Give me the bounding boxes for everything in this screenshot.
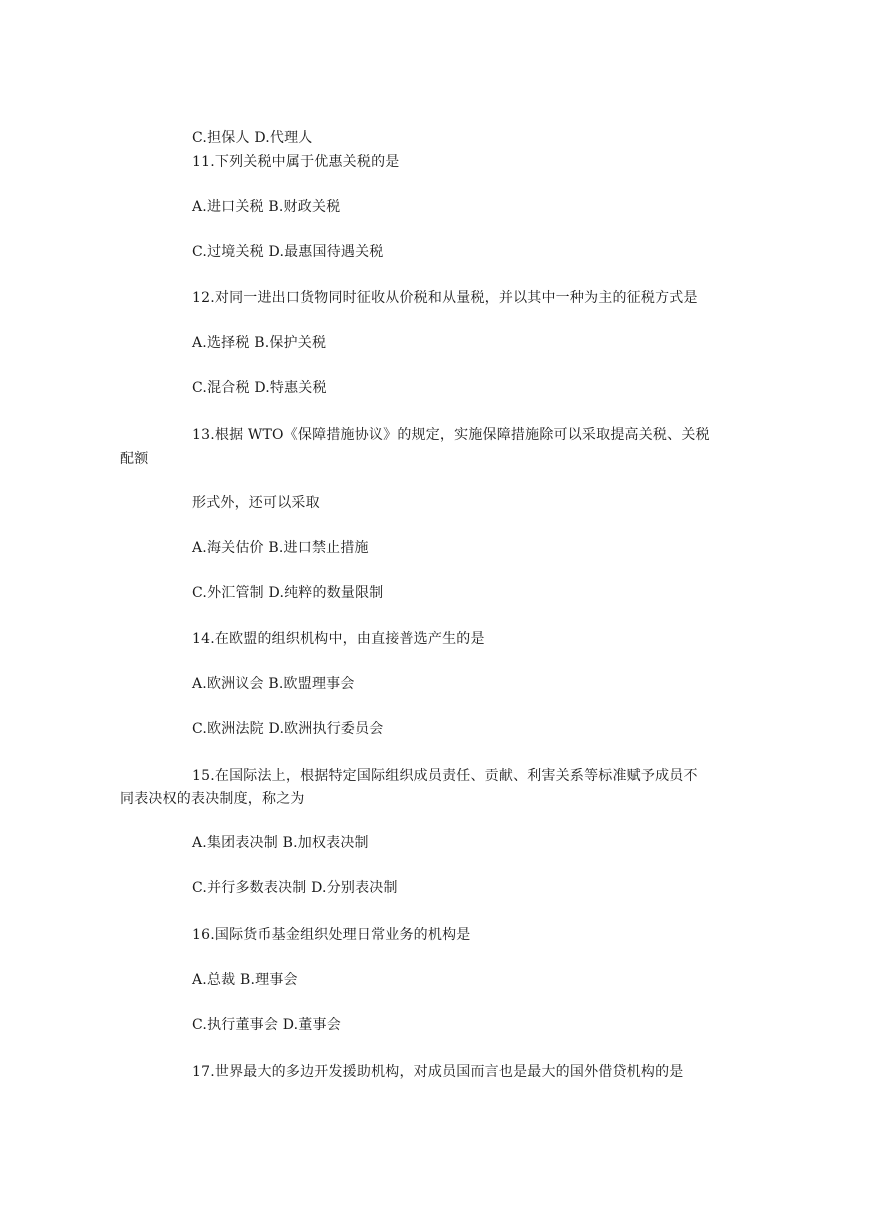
question-13-continued: 形式外，还可以采取 <box>192 495 320 511</box>
option-line-16-ab: A.总裁 B.理事会 <box>192 972 298 988</box>
question-13: 13.根据 WTO《保障措施协议》的规定，实施保障措施除可以采取提高关税、关税 <box>192 427 710 443</box>
option-line-13-cd: C.外汇管制 D.纯粹的数量限制 <box>192 585 384 601</box>
option-line-14-cd: C.欧洲法院 D.欧洲执行委员会 <box>192 721 384 737</box>
question-11: 11.下列关税中属于优惠关税的是 <box>192 154 400 170</box>
question-15: 15.在国际法上，根据特定国际组织成员责任、贡献、利害关系等标准赋予成员不 <box>192 768 698 784</box>
option-line-16-cd: C.执行董事会 D.董事会 <box>192 1017 341 1033</box>
option-line-15-ab: A.集团表决制 B.加权表决制 <box>192 835 369 851</box>
option-line-15-cd: C.并行多数表决制 D.分别表决制 <box>192 880 398 896</box>
option-line-12-ab: A.选择税 B.保护关税 <box>192 335 327 351</box>
question-14: 14.在欧盟的组织机构中，由直接普选产生的是 <box>192 631 485 647</box>
option-line-11-cd: C.过境关税 D.最惠国待遇关税 <box>192 244 384 260</box>
option-line-14-ab: A.欧洲议会 B.欧盟理事会 <box>192 676 355 692</box>
question-17: 17.世界最大的多边开发援助机构，对成员国而言也是最大的国外借贷机构的是 <box>192 1064 684 1080</box>
option-line-10-cd: C.担保人 D.代理人 <box>192 130 313 146</box>
question-16: 16.国际货币基金组织处理日常业务的机构是 <box>192 927 471 943</box>
option-line-13-ab: A.海关估价 B.进口禁止措施 <box>192 540 369 556</box>
question-13-wrap: 配额 <box>120 451 149 467</box>
question-15-wrap: 同表决权的表决制度，称之为 <box>120 791 305 807</box>
option-line-12-cd: C.混合税 D.特惠关税 <box>192 380 327 396</box>
question-12: 12.对同一进出口货物同时征收从价税和从量税，并以其中一种为主的征税方式是 <box>192 290 698 306</box>
option-line-11-ab: A.进口关税 B.财政关税 <box>192 199 341 215</box>
